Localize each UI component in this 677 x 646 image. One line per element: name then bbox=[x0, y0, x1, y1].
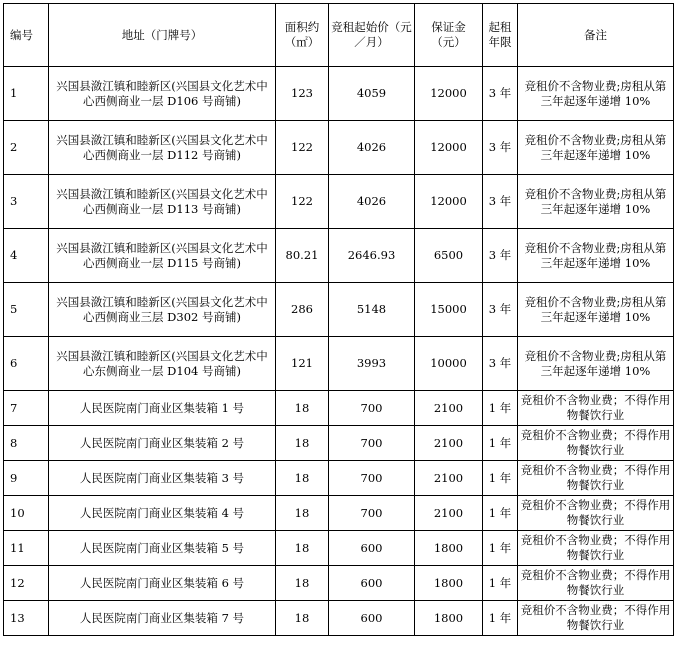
cell-no: 3 bbox=[4, 175, 49, 229]
cell-price: 5148 bbox=[329, 283, 415, 337]
cell-price: 4059 bbox=[329, 67, 415, 121]
cell-address: 人民医院南门商业区集装箱 4 号 bbox=[49, 496, 276, 531]
cell-years: 3 年 bbox=[483, 337, 518, 391]
cell-area: 18 bbox=[276, 461, 329, 496]
cell-area: 121 bbox=[276, 337, 329, 391]
cell-note: 竞租价不含物业费；不得作用物餐饮行业 bbox=[518, 426, 674, 461]
cell-years: 3 年 bbox=[483, 121, 518, 175]
cell-address: 人民医院南门商业区集装箱 7 号 bbox=[49, 601, 276, 636]
cell-note: 竞租价不含物业费;房租从第三年起逐年递增 10% bbox=[518, 175, 674, 229]
cell-price: 700 bbox=[329, 496, 415, 531]
cell-no: 13 bbox=[4, 601, 49, 636]
cell-no: 11 bbox=[4, 531, 49, 566]
cell-area: 18 bbox=[276, 601, 329, 636]
header-years: 起租年限 bbox=[483, 4, 518, 67]
cell-no: 4 bbox=[4, 229, 49, 283]
table-row bbox=[4, 426, 674, 461]
cell-deposit: 2100 bbox=[415, 461, 483, 496]
cell-no: 8 bbox=[4, 426, 49, 461]
cell-years: 1 年 bbox=[483, 426, 518, 461]
header-deposit: 保证金（元） bbox=[415, 4, 483, 67]
cell-note: 竞租价不含物业费;房租从第三年起逐年递增 10% bbox=[518, 121, 674, 175]
cell-price: 4026 bbox=[329, 121, 415, 175]
cell-deposit: 12000 bbox=[415, 121, 483, 175]
cell-deposit: 2100 bbox=[415, 496, 483, 531]
cell-deposit: 1800 bbox=[415, 531, 483, 566]
cell-deposit: 1800 bbox=[415, 601, 483, 636]
cell-address: 人民医院南门商业区集装箱 6 号 bbox=[49, 566, 276, 601]
cell-price: 700 bbox=[329, 391, 415, 426]
cell-area: 18 bbox=[276, 426, 329, 461]
cell-deposit: 2100 bbox=[415, 391, 483, 426]
cell-price: 600 bbox=[329, 566, 415, 601]
header-no: 编号 bbox=[4, 4, 49, 67]
cell-years: 3 年 bbox=[483, 67, 518, 121]
cell-price: 4026 bbox=[329, 175, 415, 229]
cell-note: 竞租价不含物业费；不得作用物餐饮行业 bbox=[518, 391, 674, 426]
cell-address: 人民医院南门商业区集装箱 2 号 bbox=[49, 426, 276, 461]
cell-address: 兴国县潋江镇和睦新区(兴国县文化艺术中心东侧商业一层 D104 号商铺) bbox=[49, 337, 276, 391]
cell-no: 6 bbox=[4, 337, 49, 391]
cell-deposit: 12000 bbox=[415, 67, 483, 121]
cell-area: 80.21 bbox=[276, 229, 329, 283]
cell-address: 兴国县潋江镇和睦新区(兴国县文化艺术中心西侧商业一层 D113 号商铺) bbox=[49, 175, 276, 229]
cell-address: 人民医院南门商业区集装箱 5 号 bbox=[49, 531, 276, 566]
cell-area: 122 bbox=[276, 121, 329, 175]
table-row bbox=[4, 391, 674, 426]
table-row bbox=[4, 229, 674, 283]
cell-note: 竞租价不含物业费；不得作用物餐饮行业 bbox=[518, 531, 674, 566]
cell-note: 竞租价不含物业费；不得作用物餐饮行业 bbox=[518, 566, 674, 601]
table-row bbox=[4, 283, 674, 337]
cell-address: 人民医院南门商业区集装箱 1 号 bbox=[49, 391, 276, 426]
cell-deposit: 15000 bbox=[415, 283, 483, 337]
header-address: 地址（门牌号） bbox=[49, 4, 276, 67]
cell-no: 12 bbox=[4, 566, 49, 601]
cell-years: 3 年 bbox=[483, 229, 518, 283]
cell-deposit: 10000 bbox=[415, 337, 483, 391]
cell-no: 9 bbox=[4, 461, 49, 496]
cell-price: 700 bbox=[329, 426, 415, 461]
table-row bbox=[4, 531, 674, 566]
cell-area: 122 bbox=[276, 175, 329, 229]
cell-deposit: 12000 bbox=[415, 175, 483, 229]
table-row bbox=[4, 566, 674, 601]
cell-area: 286 bbox=[276, 283, 329, 337]
cell-area: 123 bbox=[276, 67, 329, 121]
cell-note: 竞租价不含物业费;房租从第三年起逐年递增 10% bbox=[518, 337, 674, 391]
cell-note: 竞租价不含物业费;房租从第三年起逐年递增 10% bbox=[518, 229, 674, 283]
cell-address: 兴国县潋江镇和睦新区(兴国县文化艺术中心西侧商业三层 D302 号商铺) bbox=[49, 283, 276, 337]
cell-area: 18 bbox=[276, 391, 329, 426]
cell-years: 1 年 bbox=[483, 461, 518, 496]
cell-note: 竞租价不含物业费;房租从第三年起逐年递增 10% bbox=[518, 283, 674, 337]
cell-price: 3993 bbox=[329, 337, 415, 391]
cell-years: 3 年 bbox=[483, 175, 518, 229]
cell-no: 5 bbox=[4, 283, 49, 337]
header-note: 备注 bbox=[518, 4, 674, 67]
cell-no: 1 bbox=[4, 67, 49, 121]
cell-area: 18 bbox=[276, 566, 329, 601]
cell-price: 600 bbox=[329, 601, 415, 636]
cell-price: 600 bbox=[329, 531, 415, 566]
cell-address: 兴国县潋江镇和睦新区(兴国县文化艺术中心西侧商业一层 D106 号商铺) bbox=[49, 67, 276, 121]
cell-note: 竞租价不含物业费;房租从第三年起逐年递增 10% bbox=[518, 67, 674, 121]
table-row bbox=[4, 496, 674, 531]
table-row bbox=[4, 601, 674, 636]
cell-years: 3 年 bbox=[483, 283, 518, 337]
cell-area: 18 bbox=[276, 496, 329, 531]
cell-address: 兴国县潋江镇和睦新区(兴国县文化艺术中心西侧商业一层 D112 号商铺) bbox=[49, 121, 276, 175]
header-price: 竞租起始价（元／月） bbox=[329, 4, 415, 67]
cell-note: 竞租价不含物业费；不得作用物餐饮行业 bbox=[518, 601, 674, 636]
table-row bbox=[4, 175, 674, 229]
cell-no: 10 bbox=[4, 496, 49, 531]
cell-deposit: 6500 bbox=[415, 229, 483, 283]
table-row bbox=[4, 461, 674, 496]
header-area: 面积约（㎡） bbox=[276, 4, 329, 67]
cell-note: 竞租价不含物业费；不得作用物餐饮行业 bbox=[518, 461, 674, 496]
cell-address: 人民医院南门商业区集装箱 3 号 bbox=[49, 461, 276, 496]
cell-price: 700 bbox=[329, 461, 415, 496]
cell-years: 1 年 bbox=[483, 531, 518, 566]
table-row bbox=[4, 67, 674, 121]
rental-table bbox=[3, 3, 674, 636]
table-row bbox=[4, 121, 674, 175]
cell-no: 7 bbox=[4, 391, 49, 426]
cell-deposit: 2100 bbox=[415, 426, 483, 461]
cell-years: 1 年 bbox=[483, 496, 518, 531]
header-row bbox=[4, 4, 674, 67]
cell-no: 2 bbox=[4, 121, 49, 175]
cell-note: 竞租价不含物业费；不得作用物餐饮行业 bbox=[518, 496, 674, 531]
cell-years: 1 年 bbox=[483, 391, 518, 426]
cell-price: 2646.93 bbox=[329, 229, 415, 283]
cell-years: 1 年 bbox=[483, 601, 518, 636]
cell-years: 1 年 bbox=[483, 566, 518, 601]
cell-area: 18 bbox=[276, 531, 329, 566]
cell-address: 兴国县潋江镇和睦新区(兴国县文化艺术中心西侧商业一层 D115 号商铺) bbox=[49, 229, 276, 283]
cell-deposit: 1800 bbox=[415, 566, 483, 601]
table-row bbox=[4, 337, 674, 391]
